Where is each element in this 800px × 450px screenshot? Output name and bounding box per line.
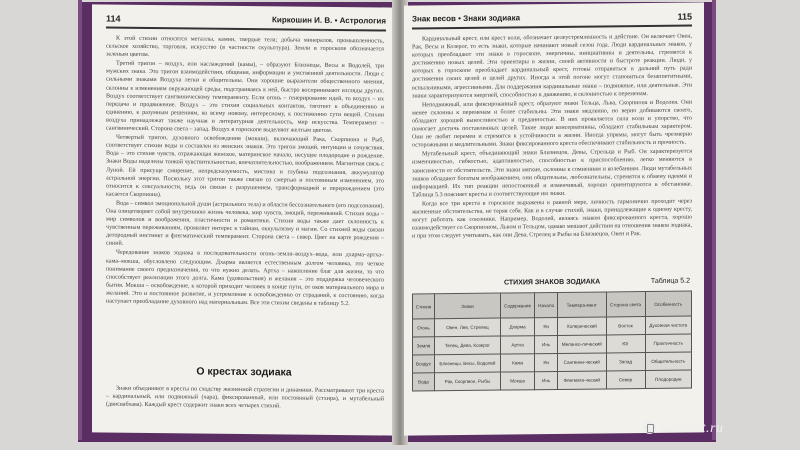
table-header-cell: Особенность xyxy=(645,291,691,316)
table-cell: Духовная чистота xyxy=(645,316,691,334)
left-paragraph: Чередование знаков зодиака в последовательности огонь–земля–воздух–вода, или дхарма–артха–кама–мокша, обусловлено следующим. Дхарма является естественным долгом человека, это четкое понимание своего предназначения, то что нужно делать. Артха – накопление благ для жизни, то что способствует реализации этого долга. Кама (удовольствия) и желания – это поддержка человеческого бытия. Мокша – освобождение, к которой приходит человек в конце пути, от оков материального мира и желаний. Это и постоянное развитие, и устремление к освобождению от страданий, к состоянию, когда наступает преобладание духовного над материальным. Все эти стихии сведены в таблицу 5.2. xyxy=(106,250,384,308)
table-cell: Артха xyxy=(500,336,534,354)
table-cell: Холерический xyxy=(557,317,606,336)
right-body-text xyxy=(412,33,692,274)
cover-edge-left xyxy=(78,0,82,440)
right-paragraph: Кардинальный крест, или крест воли, обозначает целеустремленность и действие. Он включает Овен, Рак, Весы и Козерог, то есть знаки, которые начинают новый сезон года. Люди кардинальных знаков, у которых преобладают эти знаки в гороскопе, энергичны, инициативны и деятельны, стремятся к достижению новых целей. Эти ориентиры в жизни, своей активности и быстроте реакции. Люди, у которых в гороскопе преобладает кардинальный крест, готовы отправиться в дальний путь ради достижения своих целей и целей других. Иногда в этой погоне могут становиться безаппетитными, вспыльчивыми, агрессивными. Для поддержания кардинальные знаки – подвижные, или деятельные. Эти знаки характеризуются энергией, способностью к движению, и склонностью к переменам. xyxy=(412,33,692,100)
table-cell: Общительность xyxy=(645,352,691,370)
table-cell: Телец, Дева, Козерог xyxy=(434,336,500,355)
cover-edge-right xyxy=(712,0,716,440)
table-cell: Флегмати-ческий xyxy=(557,371,606,390)
table-title: СТИХИЯ ЗНАКОВ ЗОДИАКА xyxy=(504,278,601,287)
table-cell: Воздух xyxy=(413,355,435,373)
table-cell: Плодородие xyxy=(645,370,691,388)
table-cell: Север xyxy=(606,371,645,389)
table-cell: Инь xyxy=(535,335,558,353)
table-cell: Земля xyxy=(413,337,435,355)
table-cell: Овен, Лев, Стрелец xyxy=(434,318,500,337)
left-paragraph: Вода – символ эмоциональной души (астрального тела) и области бессознательного (его подсознания). Она олицетворяет собой внутреннюю жизнь человека, мир чувств, эмоций, переживаний. Стихия воды – мир символов и воображения, пластичности и романтики. Стихии воды также дает склонность к чувственным переживаниям, проявляет интерес к тайнам, оккультизму и магии. Со стихией воды связан детородный инстинкт и флегматический темперамент. Сторона света – север. Цвет на карте рождения – синий. xyxy=(106,200,384,248)
table-header-row xyxy=(413,291,692,319)
table-cell: Ян xyxy=(535,317,558,335)
left-body-text xyxy=(106,35,384,364)
table-cell: Инь xyxy=(535,371,558,389)
table-cell: Восток xyxy=(606,317,645,335)
zodiac-elements-table xyxy=(412,291,692,392)
section-heading: О крестах зодиака xyxy=(196,365,292,379)
table-cell: Рак, Скорпион, Рыбы xyxy=(434,372,500,391)
watermark: labirint.ru xyxy=(660,421,724,436)
table-cell: Дхарма xyxy=(500,318,534,336)
right-paragraph: Неподвижный, или фиксированный крест, образуют знаки Тельца, Льва, Скорпиона и Водолея. Они менее склонны к переменам и более стабильны. Эти знаки медленно, но верно добиваются своего, обладают хорошей выносливостью и преданностью. В них проявляется сила воли и упорство, что помогает достичь поставленных целей. Такие люди консервативны, обладают стабильным характером. Они не любят перемен и стремятся к устойчивости в жизни. Иногда упрямы, могут быть чрезмерно осторожными и медлительными. Знаки фиксированного креста обеспечивают стабильность и прочность. xyxy=(412,99,692,149)
right-running-head-text: Знак весов • Знаки зодиака xyxy=(412,13,521,24)
left-paragraph: Третий тригон – воздух, или наслаждений (камы), – образуют Близнецы, Весы и Водолей, три мужских знака. Это тригон взаимодействия, общения, информации и умственной деятельности. Люди с сильными знаками Воздуха легки и общительны. Они хорошие выразители общественного мнения, склонны к изменениям окружающей среды, подстраиваясь к ней, быстро воспринимают взгляды других. Воздух соответствует сангвиническому темпераменту. Если огонь – генерирование идей, то воздух – их передача и продвижение. Воздух – это стихия социальных контактов, тяготеет к объединению и единению, к разумным решениям, ко всему новому, интересному, к постижению сути вещей. Стихии воздуха принадлежат также научная и литературная деятельность, мир искусства. Темперамент – сангвинический. Сторона света – запад. Воздух в гороскопе выделяют желтым цветом. xyxy=(106,60,384,134)
table-cell: Близнецы, Весы, Водолей xyxy=(434,354,500,373)
left-running-head-text: Киркошин И. В. • Астрология xyxy=(272,15,386,26)
right-paragraph: Мутабельный крест, объединяющий знаки Близнецов, Девы, Стрельца и Рыб. Он характеризуется изменчивостью, гибкостью, адаптивностью, способностью к приспособлению, легко меняются в зависимости от обстоятельств. Эти знаки мягкие, склонны к сомнениям и колебаниям. Люди мутабельных знаков обладают богатым воображением, они общительны, любознательны, стремятся к обмену идеями и информацией. Их тип реакции непостоянный и изменчивый, хорошо ориентируются в обстановке. Таблица 5.3 поясняет кресты и соответствующие им знаки. xyxy=(412,148,692,199)
table-header-cell: Темпера-мент xyxy=(557,292,606,318)
table-cell: Юг xyxy=(606,335,645,353)
left-closing-text xyxy=(106,385,384,430)
left-paragraph: К этой стихии относятся металлы, камни, твердые тела; добыча минералов, промышленность, сельское хозяйство, торговля, искусство (в частности скульптура). Земли в гороскопе обозначается зеленым цветом. xyxy=(106,35,384,59)
left-page xyxy=(92,4,396,435)
table-cell: Меланхо-лический xyxy=(557,335,606,354)
table-header-cell: Знаки xyxy=(434,293,500,319)
table-header-cell: Содержание xyxy=(500,293,534,318)
table-header-cell: Начало xyxy=(535,292,558,317)
table-header-cell: Сторона света xyxy=(606,292,645,317)
table-cell: Сангвини-ческий xyxy=(557,353,606,372)
left-closing-paragraph: Знаки объединяют в кресты по сходству жизненной стратегии и динамики. Рассматривают три креста – кардинальный, или подвижный (чара), фиксированный, или постоянный (стхира), и мутабельный (двиcвабхава). Каждый крест содержит знаки всех четырех стихий. xyxy=(106,385,384,410)
left-paragraph: Четвертый тригон, духовного освобождения (мокши), включающий Рака, Скорпиона и Рыб, соответствует стихии воды и составлен из женских знаков. Это тригон эмоций, интуиции и сочувствия. Вода – это стихия чувств, отражающая женское, материнское начало, несущее плодородие и рождение. Знаки Воды наделены тонкой чувствительностью, впечатлительностью, воображением. Магнитная связь с Луной. Ей присуще смирение, непредсказуемость, мистика и глубина подсознания, аккумулятор астральной энергии. Поскольку этот тригон также связан со смертью и постоянным изменением, это относится к сексуальности, ведь он связан с разрушением, трансформацией и перерождением (это касается Скорпиона). xyxy=(106,134,384,198)
right-page xyxy=(404,2,704,435)
table-cell: Мокша xyxy=(500,372,534,390)
table-header-cell: Стихия xyxy=(413,294,435,319)
left-page-number: 114 xyxy=(106,13,121,24)
table-cell: Ян xyxy=(535,353,558,371)
table-row xyxy=(413,370,692,391)
table-cell: Запад xyxy=(606,353,645,371)
table-cell: Практичность xyxy=(645,334,691,352)
table-cell: Кама xyxy=(500,354,534,372)
table-caption: Таблица 5.2 xyxy=(650,277,690,285)
right-paragraph: Когда все три креста в гороскопе выражены в равной мере, личность гармонично проходит через жизненные обстоятельства, не теряя себя. Как и в случае стихий, знаки, принадлежащие к одному кресту, могут работать как союзники. Например, Водолей, являясь знаком фиксированного креста, хорошо взаимодействует со Скорпионом, Львом и Тельцом, однако мешают действия на отношения знаков зодиака, и при этом следует учитывать, как они Дева, Стрелец и Рыбы на Близнецов, Овен и Рак. xyxy=(412,198,692,240)
table-cell: Вода xyxy=(413,373,435,391)
table-cell: Огонь xyxy=(413,319,435,337)
right-page-number: 115 xyxy=(677,11,692,22)
book-icon xyxy=(643,421,656,434)
